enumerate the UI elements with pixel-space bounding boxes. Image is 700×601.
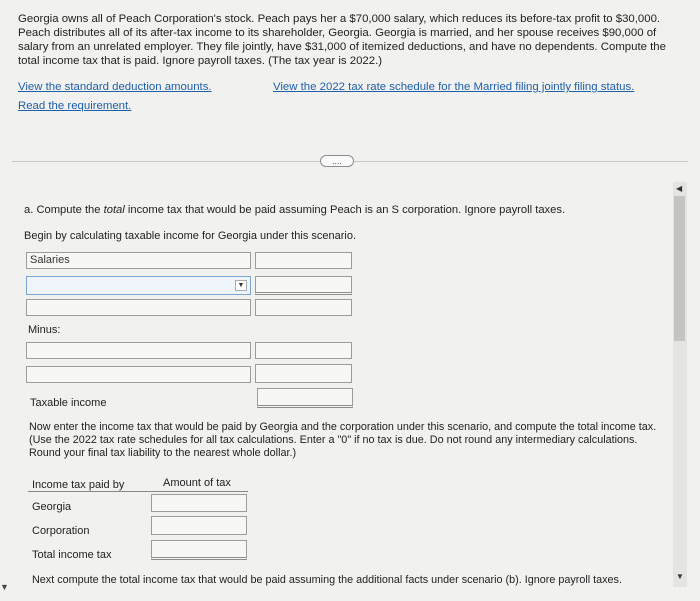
part-a-suffix: income tax that would be paid assuming Peach is an S corporation. Ignore payroll taxes. [124,204,566,216]
row-georgia-label: Georgia [32,501,72,513]
read-requirement-link[interactable]: Read the requirement. [18,100,132,112]
begin-text: Begin by calculating taxable income for Georgia under this scenario. [24,230,357,242]
chevron-down-icon[interactable]: ▼ [235,280,247,291]
row-corporation-label: Corporation [32,525,90,537]
scrollbar-thumb[interactable] [674,196,685,341]
table-header-rule [28,491,248,492]
income-item-amount-input[interactable] [255,276,352,295]
tax-instructions: Now enter the income tax that would be paid by Georgia and the corporation under this scenario, and compute the total income tax. (Use the 2022 tax rate schedules for all tax calculations. Enter a "0" if no tax is due. Do not round any intermediary calculations. Round your final tax liability to the nearest whole dollar.) [29,421,657,459]
minus-label: Minus: [28,324,61,336]
expand-button[interactable]: .... [320,155,354,167]
total-tax-input[interactable] [151,540,247,560]
col-amount-of-tax: Amount of tax [163,477,231,489]
next-instructions: Next compute the total income tax that would be paid assuming the additional facts under scenario (b). Ignore payroll taxes. [32,574,622,586]
subtotal-label-input[interactable] [26,299,251,316]
taxable-income-input[interactable] [257,388,353,408]
subtotal-amount-input[interactable] [255,299,352,316]
income-item-dropdown[interactable] [26,276,251,295]
problem-statement [18,12,686,68]
standard-deduction-link[interactable]: View the standard deduction amounts. [18,81,212,93]
part-a-emphasis: total [103,204,125,216]
deduction-label-input-2[interactable] [26,366,251,383]
taxable-income-label: Taxable income [30,397,107,409]
part-a-prompt [24,204,565,216]
corporation-tax-input[interactable] [151,516,247,535]
left-scroll-marker-icon: ▼ [0,582,9,592]
salaries-amount-input[interactable] [255,252,352,269]
col-income-tax-paid-by: Income tax paid by [32,479,125,491]
tax-rate-schedule-link[interactable]: View the 2022 tax rate schedule for the Married filing jointly filing status. [273,81,635,93]
row-total-label: Total income tax [32,549,112,561]
scroll-down-icon[interactable]: ▼ [676,572,684,581]
deduction-amount-input-2[interactable] [255,364,352,383]
part-a-prefix: a. Compute the [24,204,104,216]
deduction-amount-input-1[interactable] [255,342,352,359]
georgia-tax-input[interactable] [151,494,247,512]
deduction-label-input-1[interactable] [26,342,251,359]
salaries-label: Salaries [30,254,70,266]
salaries-label-cell [26,252,251,269]
scroll-up-icon[interactable]: ◀ [676,184,683,193]
problem-text: Georgia owns all of Peach Corporation's stock. Peach pays her a $70,000 salary, which reduces its before-tax profit to $30,000. Peach distributes all of its after-tax income to its shareholder, Georgia. Georgia is married, and her spouse receives $90,000 of salary from an unrelated employer. They file jointly, have $31,000 of itemized deductions, and have no dependents. Compute the total income tax that is paid. Ignore payroll taxes. (The tax year is 2022.) [18,13,666,67]
